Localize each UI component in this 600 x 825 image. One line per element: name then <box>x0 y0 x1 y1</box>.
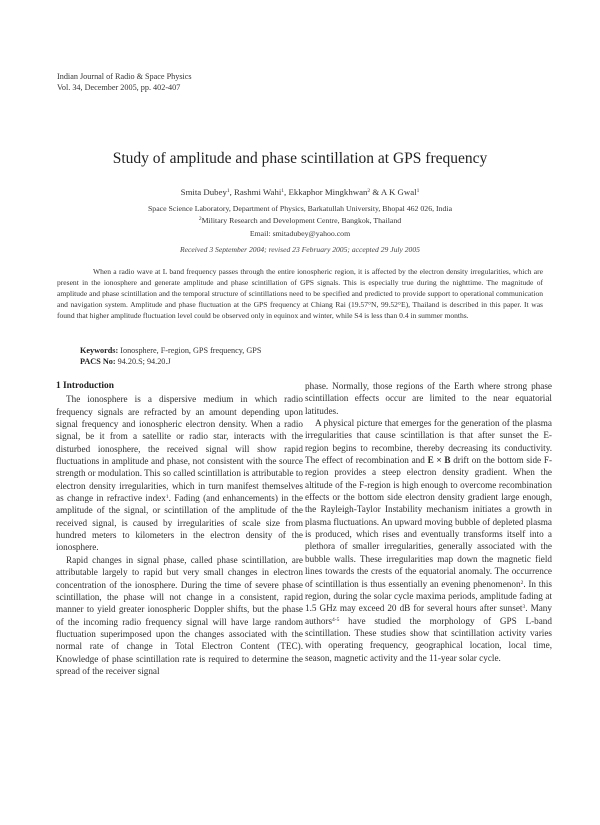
journal-citation <box>57 72 192 93</box>
author-email: Email: smitadubey@yahoo.com <box>249 229 351 238</box>
paragraph: phase. Normally, those regions of the Earth where strong phase scintillation effects occur are limited to the near equatorial latitudes. <box>305 381 552 416</box>
author: Ekkaphor Mingkhwan$^2$ & <box>288 187 381 197</box>
journal-issue: Vol. 34, December 2005, pp. 402-407 <box>57 82 181 92</box>
keywords-line: Keywords: Ionosphere, F-region, GPS frequency, GPS <box>80 346 262 355</box>
keywords-block <box>80 345 261 367</box>
paragraph: The ionosphere is a dispersive medium in which radio frequency signals are refracted by an amount depending upon signal frequency and ionospheric electron density. When a radio signal, be it from a satellite or radio star, interacts with the disturbed ionosphere, the received signal will show rapid fluctuations in amplitude and phase, not consistent with the source strength or modulation. This so called scintillation is attributable to electron density irregularities, which in turn manifest themselves as change in refractive index$^1$. Fading (and enhancements) in the amplitude of the signal, or scintillation of the amplitude of the received signal, is caused by irregularities of scale size from hundred meters to kilometers in the electron density of the ionosphere. <box>56 394 303 553</box>
received-dates: Received 3 September 2004; revised 23 February 2005; accepted 29 July 2005 <box>180 245 420 254</box>
author: Smita Dubey$^1$, <box>180 187 235 197</box>
pacs-line: PACS No: 94.20.S; 94.20.J <box>80 357 171 366</box>
journal-name: Indian Journal of Radio & Space Physics <box>57 72 192 81</box>
math-expression: E × B <box>427 455 451 466</box>
paragraph: Rapid changes in signal phase, called phase scintillation, are attributable largely to rapid but very small changes in electron concentration of the ionosphere. During the time of severe phase scintillation, the phase will not change in a consistent, rapid manner to yield greater ionospheric Doppler shifts, but the phase of the incoming radio frequency signal will have large random fluctuation superimposed upon the changes associated with the normal rate of change in Total Electron Content (TEC). Knowledge of phase scintillation rate is required to determine the spread of the receiver signal <box>56 554 303 676</box>
citation-ref: 4-5 <box>332 616 340 623</box>
author-list <box>0 187 600 197</box>
citation-ref: 2 <box>520 579 524 586</box>
affiliation-1: Space Science Laboratory, Department of Physics, Barkatullah University, Bhopal 462 026, India <box>147 204 453 213</box>
paragraph: A physical picture that emerges for the generation of the plasma irregularities that cause scintillation is that after sunset the E-region begins to recombine, thereby decreasing its conductivity. The effect of recombination and E × B drift on the bottom side F-region provides a steep electron density gradient. When the altitude of the F-region is high enough to overcome recombination effects or the bottom side electron density gradient large enough, the Rayleigh-Taylor Instability mechanism initiates a growth in plasma fluctuations. An upward moving bubble of depleted plasma is produced, which rises and eventually transforms itself into a plethora of smaller irregularities, generally associated with the bubble walls. These irregularities map down the magnetic field lines towards the crests of the equatorial anomaly. The occurrence of scintillation is thus essentially an evening phenomenon$^2$. In this region, during the solar cycle maxima periods, amplitude fading at 1.5 GHz may exceed 20 dB for several hours after sunset$^3$. Many authors$^{4-5}$ have studied the morphology of GPS L-band scintillation. These studies show that scintillation activity varies with operating frequency, geographical location, local time, season, magnetic activity and the 11-year solar cycle. <box>305 418 553 663</box>
author: A K Gwal$^1$ <box>380 187 420 197</box>
right-column <box>305 380 552 664</box>
citation-ref: 3 <box>522 604 526 611</box>
citation-ref: 1 <box>165 494 169 501</box>
affiliation-2: $^2$Military Research and Development Centre, Bangkok, Thailand <box>198 216 402 225</box>
abstract: When a radio wave at L band frequency passes through the entire ionospheric region, it is affected by the electron density irregularities, which are present in the ionosphere and generate amplitude and phase scintillation of GPS signals. This is especially true during the nighttime. The magnitude of amplitude and phase scintillation and the temporal structure of scintillations need to be specified and predicted to provide support to operational communication and navigation system. Amplitude and phase fluctuation at the GPS frequency at Chiang Rai (19.57°N, 99.52°E), Thailand is described in this paper. It was found that higher amplitude fluctuation level could be observed only in equinox and winter, while S4 is less than 0.4 in summer months. <box>57 267 543 320</box>
section-heading: 1 Introduction <box>56 381 114 391</box>
paper-title: Study of amplitude and phase scintillation at GPS frequency <box>112 150 488 167</box>
left-column <box>56 380 303 677</box>
author: Rashmi Wahi$^1$, <box>234 187 289 197</box>
